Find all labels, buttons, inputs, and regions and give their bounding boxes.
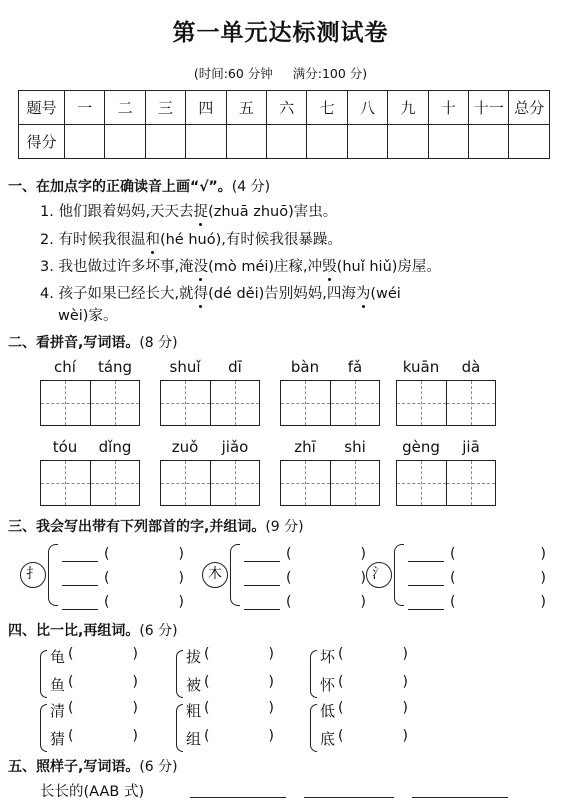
- brace: [40, 650, 47, 698]
- word-blank[interactable]: [204, 700, 274, 721]
- score-table: [18, 90, 550, 159]
- s1-q4-cont: wèi)家。: [58, 308, 118, 324]
- compare-char: 猜: [50, 730, 66, 748]
- paren: ): [360, 546, 366, 562]
- s1-q4-pre: 4. 孩子如果已经长大,就: [40, 286, 194, 302]
- paren: (: [286, 594, 292, 610]
- paren: (: [68, 700, 74, 716]
- score-table-col: 总分: [509, 91, 550, 125]
- page-title: 第一单元达标测试卷: [172, 19, 389, 46]
- section-1-title: 一、在加点字的正确读音上画“√”。: [8, 179, 232, 195]
- paren: ): [132, 700, 138, 716]
- score-table-col: 十: [428, 91, 468, 125]
- pinyin-word: [396, 358, 496, 426]
- compare-char: 拔: [186, 648, 202, 666]
- s1-q3-post: (mò méi)庄稼,冲: [208, 259, 323, 275]
- score-table-header-row: [19, 91, 550, 125]
- radical-circle: 扌: [20, 562, 46, 588]
- answer-line[interactable]: [304, 796, 394, 798]
- score-cell[interactable]: [307, 125, 347, 159]
- pinyin: dà: [461, 358, 481, 376]
- writing-box[interactable]: [211, 461, 260, 505]
- word-blank[interactable]: [338, 700, 408, 721]
- exam-subtitle: [0, 64, 561, 82]
- section-5-points: (6 分): [139, 759, 178, 775]
- score-table-col: 七: [307, 91, 347, 125]
- full-score: 满分:100 分): [292, 66, 368, 81]
- char-blank[interactable]: [244, 594, 280, 610]
- brace: [48, 544, 58, 606]
- compare-pair: [40, 700, 160, 756]
- writing-box[interactable]: [331, 461, 380, 505]
- dotted-char: 为: [356, 282, 371, 303]
- section-2-title: 二、看拼音,写词语。: [8, 335, 140, 351]
- paren: ): [540, 570, 546, 586]
- paren: (: [338, 646, 344, 662]
- char-blank[interactable]: [244, 570, 280, 586]
- score-table-row-label: 得分: [19, 125, 65, 159]
- pinyin-word: [160, 358, 260, 426]
- char-blank[interactable]: [408, 570, 444, 586]
- compare-char: 清: [50, 702, 66, 720]
- score-table-col: 九: [388, 91, 428, 125]
- paren: (: [338, 674, 344, 690]
- char-blank[interactable]: [62, 594, 98, 610]
- brace: [310, 650, 317, 698]
- score-cell[interactable]: [65, 125, 105, 159]
- paren: ): [268, 646, 274, 662]
- score-table-col: 八: [347, 91, 387, 125]
- section-2-heading: [8, 332, 178, 352]
- compare-pair: [176, 700, 296, 756]
- word-blank[interactable]: [68, 700, 138, 721]
- pinyin-word: [40, 358, 140, 426]
- pinyin: gèng: [402, 438, 440, 456]
- radical-group: [202, 542, 392, 608]
- s1-q2-post: (hé huó),有时候我很暴躁。: [159, 232, 342, 248]
- score-table-col: 五: [226, 91, 266, 125]
- word-blank[interactable]: [338, 674, 408, 695]
- compare-char: 龟: [50, 648, 66, 666]
- section-3-title: 三、我会写出带有下列部首的字,并组词。: [8, 519, 266, 535]
- dotted-char: 和: [145, 228, 160, 249]
- score-cell[interactable]: [105, 125, 145, 159]
- char-blank[interactable]: [408, 594, 444, 610]
- score-cell[interactable]: [226, 125, 266, 159]
- writing-box[interactable]: [161, 381, 211, 425]
- paren: (: [204, 646, 210, 662]
- pinyin-word: [280, 438, 380, 506]
- writing-box[interactable]: [41, 381, 91, 425]
- section-4-points: (6 分): [139, 623, 178, 639]
- paren: (: [450, 570, 456, 586]
- paren: (: [338, 700, 344, 716]
- compare-char: 底: [320, 730, 336, 748]
- score-cell[interactable]: [509, 125, 550, 159]
- paren: (: [204, 728, 210, 744]
- compare-char: 低: [320, 702, 336, 720]
- writing-box[interactable]: [41, 461, 91, 505]
- word-blank[interactable]: [204, 646, 274, 667]
- score-table-col: 一: [65, 91, 105, 125]
- char-blank[interactable]: [244, 546, 280, 562]
- pinyin: shi: [344, 438, 366, 456]
- brace: [176, 650, 183, 698]
- section-4-title: 四、比一比,再组词。: [8, 623, 140, 639]
- word-blank[interactable]: [68, 728, 138, 749]
- brace: [230, 544, 240, 606]
- pinyin-word: [160, 438, 260, 506]
- pinyin-word: [280, 358, 380, 426]
- compare-pair: [310, 646, 430, 702]
- paren: (: [204, 700, 210, 716]
- answer-line[interactable]: [412, 796, 508, 798]
- s1-q2-pre: 2. 有时候我很温: [40, 232, 146, 248]
- dotted-char: 得: [194, 282, 209, 303]
- paren: ): [132, 728, 138, 744]
- score-cell[interactable]: [267, 125, 307, 159]
- brace: [40, 704, 47, 752]
- section-2-points: (8 分): [139, 335, 178, 351]
- radical-circle: 木: [202, 562, 228, 588]
- section-3-points: (9 分): [265, 519, 304, 535]
- section-5-title: 五、照样子,写词语。: [8, 759, 140, 775]
- pinyin: fǎ: [347, 358, 363, 376]
- compare-char: 怀: [320, 676, 336, 694]
- writing-box[interactable]: [397, 461, 447, 505]
- s1-q1-pre: 1. 他们跟着妈妈,天天去: [40, 204, 194, 220]
- writing-box[interactable]: [281, 381, 331, 425]
- s1-q4-post: (dé děi)告别妈妈,四海: [208, 286, 356, 302]
- section-5-heading: [8, 756, 178, 776]
- pinyin: chí: [54, 358, 76, 376]
- word-blank[interactable]: [338, 728, 408, 749]
- score-cell[interactable]: [186, 125, 226, 159]
- score-table-col: 二: [105, 91, 145, 125]
- s1-question-3: [40, 255, 441, 276]
- paren: ): [402, 728, 408, 744]
- pinyin: tóu: [52, 438, 78, 456]
- char-blank[interactable]: [62, 570, 98, 586]
- pinyin: bàn: [290, 358, 320, 376]
- writing-box[interactable]: [91, 461, 140, 505]
- pinyin: kuān: [402, 358, 440, 376]
- word-blank[interactable]: [68, 646, 138, 667]
- pinyin-word: [396, 438, 496, 506]
- dotted-char: 捉: [194, 200, 209, 221]
- writing-box[interactable]: [211, 381, 260, 425]
- paren: (: [68, 728, 74, 744]
- char-blank[interactable]: [62, 546, 98, 562]
- char-blank[interactable]: [408, 546, 444, 562]
- word-blank[interactable]: [204, 728, 274, 749]
- paren: ): [268, 728, 274, 744]
- brace: [176, 704, 183, 752]
- word-blank[interactable]: [204, 674, 274, 695]
- radical-group: [20, 542, 210, 608]
- paren: (: [104, 546, 110, 562]
- answer-line[interactable]: [190, 796, 286, 798]
- pinyin-word: [40, 438, 140, 506]
- s1-question-4-cont: [58, 304, 117, 325]
- radical-circle: 氵: [366, 562, 392, 588]
- s1-q3-pre: 3. 我也做过许多坏事,淹: [40, 259, 194, 275]
- s1-q1-post: (zhuā zhuō)害虫。: [208, 204, 338, 220]
- compare-char: 鱼: [50, 676, 66, 694]
- pinyin: dǐng: [98, 438, 132, 456]
- score-table-col: 四: [186, 91, 226, 125]
- pinyin: táng: [97, 358, 133, 376]
- pinyin: jiǎo: [221, 438, 249, 456]
- paren: (: [104, 570, 110, 586]
- section-1-heading: [8, 176, 270, 196]
- score-table-score-row: [19, 125, 550, 159]
- compare-char: 坏: [320, 648, 336, 666]
- pinyin: zhī: [294, 438, 316, 456]
- compare-pair: [176, 646, 296, 702]
- word-blank[interactable]: [338, 646, 408, 667]
- pinyin: dī: [228, 358, 242, 376]
- section-4-heading: [8, 620, 178, 640]
- compare-char: 粗: [186, 702, 202, 720]
- pinyin: zuǒ: [171, 438, 199, 456]
- dotted-char: 毁: [322, 255, 337, 276]
- paren: ): [178, 546, 184, 562]
- paren: ): [132, 674, 138, 690]
- pinyin: shuǐ: [169, 358, 201, 376]
- s1-q4-post2: (wéi: [370, 286, 401, 302]
- word-blank[interactable]: [68, 674, 138, 695]
- writing-box[interactable]: [447, 461, 496, 505]
- paren: (: [286, 570, 292, 586]
- score-cell[interactable]: [145, 125, 185, 159]
- score-cell[interactable]: [469, 125, 509, 159]
- score-table-row-label: 题号: [19, 91, 65, 125]
- paren: ): [178, 570, 184, 586]
- writing-box[interactable]: [331, 381, 380, 425]
- paren: (: [68, 674, 74, 690]
- paren: (: [450, 546, 456, 562]
- compare-char: 组: [186, 730, 202, 748]
- section-1-points: (4 分): [231, 179, 271, 195]
- brace: [394, 544, 404, 606]
- paren: ): [132, 646, 138, 662]
- paren: (: [338, 728, 344, 744]
- s1-question-2: [40, 228, 342, 249]
- s1-q3-post2: (huǐ hiǔ)房屋。: [336, 259, 441, 275]
- paren: (: [204, 674, 210, 690]
- paren: ): [268, 674, 274, 690]
- compare-pair: [40, 646, 160, 702]
- score-table-col: 十一: [469, 91, 509, 125]
- pinyin: jiā: [462, 438, 480, 456]
- writing-box[interactable]: [161, 461, 211, 505]
- paren: ): [402, 674, 408, 690]
- s5-example: 长长的(AAB 式): [40, 784, 145, 800]
- paren: (: [286, 546, 292, 562]
- paren: (: [104, 594, 110, 610]
- writing-box[interactable]: [281, 461, 331, 505]
- radical-group: [366, 542, 556, 608]
- writing-box[interactable]: [447, 381, 496, 425]
- dotted-char: 没: [194, 255, 209, 276]
- writing-box[interactable]: [91, 381, 140, 425]
- writing-box[interactable]: [397, 381, 447, 425]
- brace: [310, 704, 317, 752]
- paren: ): [268, 700, 274, 716]
- paren: ): [540, 546, 546, 562]
- score-table-col: 三: [145, 91, 185, 125]
- compare-char: 被: [186, 676, 202, 694]
- paren: ): [402, 646, 408, 662]
- score-table-col: 六: [267, 91, 307, 125]
- paren: (: [450, 594, 456, 610]
- time-limit: (时间:60 分钟: [193, 66, 273, 81]
- score-cell[interactable]: [347, 125, 387, 159]
- paren: ): [402, 700, 408, 716]
- paren: (: [68, 646, 74, 662]
- score-cell[interactable]: [388, 125, 428, 159]
- paren: ): [360, 594, 366, 610]
- paren: ): [360, 570, 366, 586]
- paren: ): [540, 594, 546, 610]
- s1-question-1: [40, 200, 337, 221]
- paren: ): [178, 594, 184, 610]
- score-cell[interactable]: [428, 125, 468, 159]
- section-3-heading: [8, 516, 304, 536]
- s1-question-4: [40, 282, 401, 303]
- compare-pair: [310, 700, 430, 756]
